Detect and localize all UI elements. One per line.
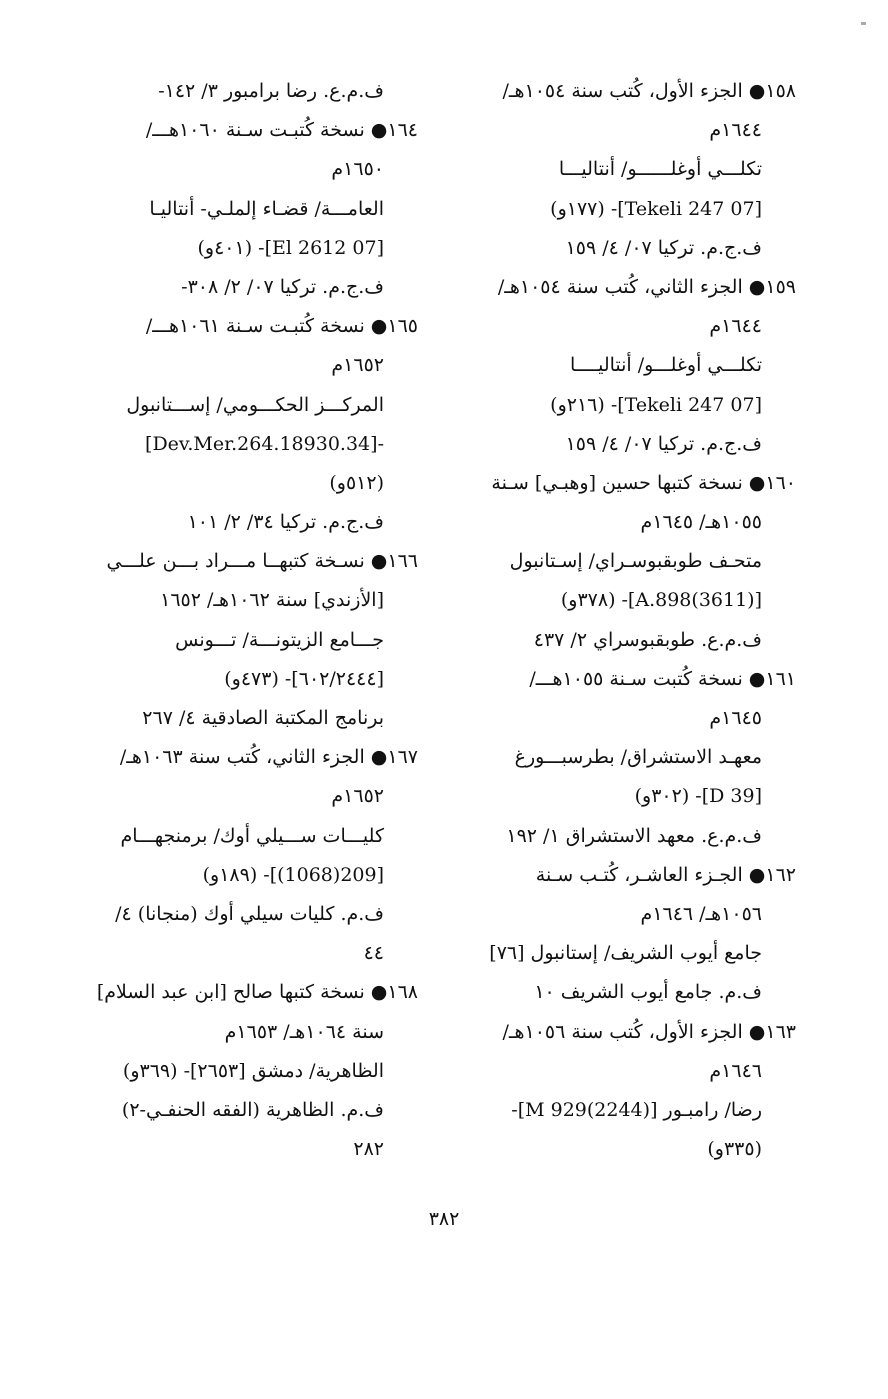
entry-line: المركـــز الحكـــومي/ إســـتانبول [126,393,384,416]
entry-line: ١٠٥٦هـ/ ١٦٤٦م [640,902,762,925]
entry-line: (٥١٢و) [329,471,384,494]
entry-line: ف.ج.م. تركيا ٠٧/ ٤/ ١٥٩ [565,236,762,259]
entry-line: تكلـــي أوغلـــو/ أنتاليــــا [570,354,762,377]
entry-line: ١٠٥٥هـ/ ١٦٤٥م [640,511,762,534]
entry-line: ف.ج.م. تركيا ٠٧/ ٢/ ٣٠٨- [181,275,384,298]
entry-line: ١٦٨● نسخة كتبها صالح [ابن عبد السلام] [96,981,418,1004]
entry-line: [209(1068)]- (١٨٩و) [202,863,384,886]
entry-line: ف.م.ع. طوبقبوسراي ٢/ ٤٣٧ [533,628,762,651]
entry-line: ف.ج.م. تركيا ٣٤/ ٢/ ١٠١ [187,511,384,534]
entry-line: ١٦٤٦م [709,1059,762,1082]
entry-line: ٢٨٢ [353,1138,384,1161]
entry-line: ف.ج.م. تركيا ٠٧/ ٤/ ١٥٩ [565,432,762,455]
entry-line: ١٦٠● نسخة كتبها حسين [وهبـي] سـنة [491,471,796,494]
entry-line: رضا/ رامبـور [M 929(2244)]- [511,1098,762,1121]
page-number: ٣٨٢ [428,1208,460,1230]
scan-speck [861,22,866,25]
entry-line: ١٦٤٥م [709,707,762,729]
entry-line: ١٦٥٢م [331,354,384,377]
entry-line: [(3611)A.898]- (٣٧٨و) [560,589,762,612]
entry-line: [٦٠٢/٢٤٤٤]- (٤٧٣و) [224,667,384,690]
entry-line: كليـــات ســـيلي أوك/ برمنجهـــام [120,824,384,847]
entry-line: [07 Tekeli 247]- (١٧٧و) [550,197,762,220]
entry-line: ٤٤ [363,942,384,965]
entry-line: جـــامع الزيتونـــة/ تـــونس [175,628,384,651]
entry-line: برنامج المكتبة الصادقية ٤/ ٢٦٧ [142,707,384,729]
entry-line: ف.م. كليات سيلي أوك (منجانا) ٤/ [115,902,384,925]
entry-line: تكلـــي أوغلــــــو/ أنتاليـــا [558,158,762,181]
entry-line: ١٦٣● الجزء الأول، كُتب سنة ١٠٥٦هـ/ [502,1020,796,1043]
entry-line: ١٦٥٠م [331,158,384,181]
left-column [68,72,418,1169]
entry-line: سنة ١٠٦٤هـ/ ١٦٥٣م [224,1020,384,1043]
entry-line: ف.م. الظاهرية (الفقه الحنفـي-٢) [121,1098,384,1121]
entry-line: -[34.Dev.Mer.264.18930] [145,432,384,455]
entry-line: ١٦٢● الجـزء العاشـر، كُتـب سـنة [535,863,796,886]
right-column [446,72,796,1169]
entry-line: [الأزندي] سنة ١٠٦٢هـ/ ١٦٥٢ [160,589,384,612]
entry-line: ف.م. جامع أيوب الشريف ١٠ [534,981,762,1004]
entry-line: [D 39]- (٣٠٢و) [634,785,762,808]
entry-line: متحـف طوبقبوسـراي/ إسـتانبول [509,550,762,573]
entry-line: ف.م.ع. رضا برامبور ٣/ ١٤٢- [158,80,384,102]
entry-line: ١٥٨● الجزء الأول، كُتب سنة ١٠٥٤هـ/ [502,80,796,102]
entry-line: [07 El 2612]- (٤٠١و) [197,236,384,259]
entry-line: ١٦٥٢م [331,785,384,808]
entry-line: ١٦٤● نسخة كُتبـت سـنة ١٠٦٠هـــ/ [145,119,418,142]
entry-line: جامع أيوب الشريف/ إستانبول [٧٦] [489,942,762,965]
entry-line: ١٦٤٤م [709,315,762,338]
entry-line: ١٥٩● الجزء الثاني، كُتب سنة ١٠٥٤هـ/ [497,275,796,298]
entry-line: ١٦٤٤م [709,119,762,142]
entry-line: ١٦٧● الجزء الثاني، كُتب سنة ١٠٦٣هـ/ [119,746,418,769]
entry-line: ف.م.ع. معهد الاستشراق ١/ ١٩٢ [506,824,762,847]
entry-line: ١٦٥● نسخة كُتبـت سـنة ١٠٦١هـــ/ [145,315,418,338]
entry-line: [07 Tekeli 247]- (٢١٦و) [550,393,762,416]
entry-line: ١٦٦● نسـخة كتبهــا مـــراد بـــن علـــي [106,550,418,573]
entry-line: العامـــة/ قضـاء إلملـي- أنتاليـا [149,197,384,220]
entry-line: معهـد الاستشراق/ بطرسبـــورغ [514,746,762,769]
entry-line: (٣٣٥و) [707,1138,762,1161]
entry-line: ١٦١● نسخة كُتبت سـنة ١٠٥٥هـــ/ [529,667,796,690]
entry-line: الظاهرية/ دمشق [٢٦٥٣]- (٣٦٩و) [122,1059,384,1082]
